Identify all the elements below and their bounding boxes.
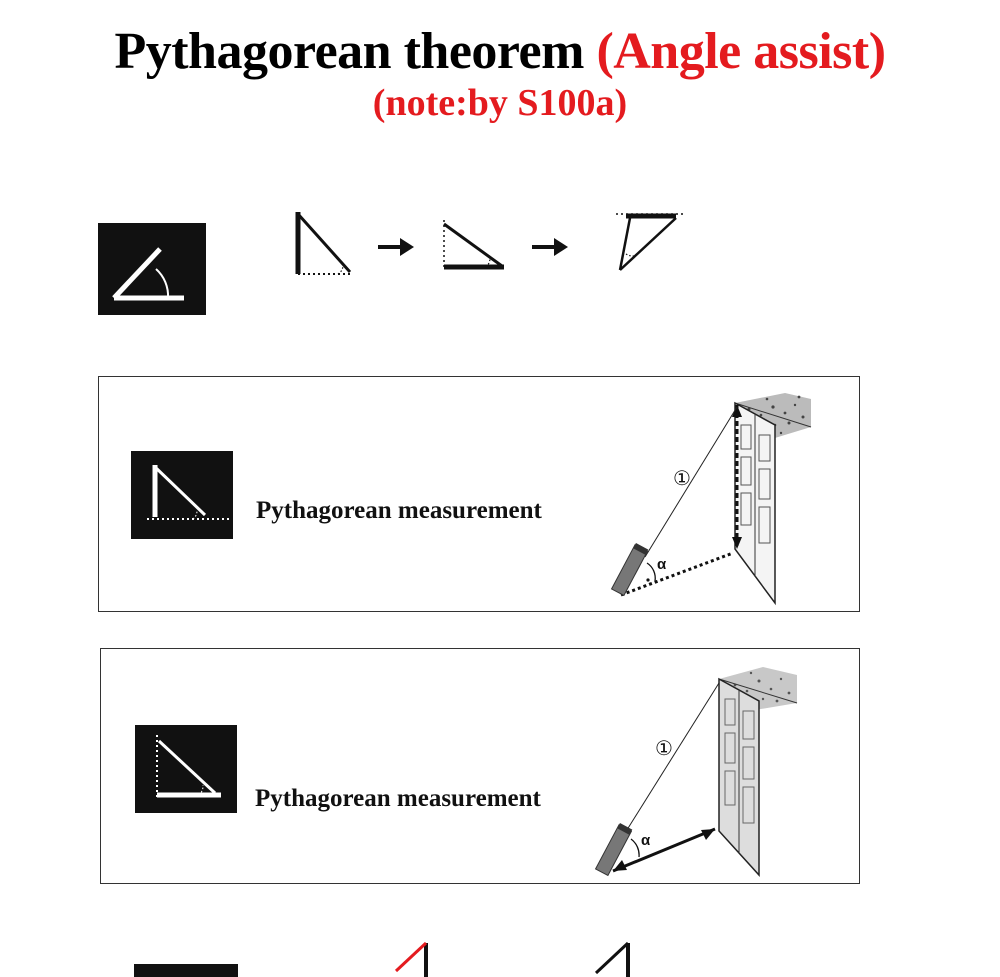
arrow-right-icon	[530, 236, 570, 258]
page-subtitle: (note:by S100a)	[372, 82, 628, 124]
triangle-next-step-icon	[590, 941, 650, 977]
triangle-red-step-icon	[392, 941, 452, 977]
arrow-right-icon	[376, 236, 416, 258]
next-section-icon	[134, 964, 238, 977]
step-marker: ①	[673, 466, 691, 490]
pythagorean-panel-horizontal	[100, 648, 860, 884]
page-title	[0, 22, 1000, 82]
title-main: Pythagorean theorem	[114, 23, 584, 80]
pythagorean-horizontal-icon	[135, 725, 237, 813]
title-accent: (Angle assist)	[596, 23, 886, 80]
angle-alpha-label: α	[641, 832, 651, 849]
door-measurement-illustration	[591, 659, 821, 879]
door-measurement-illustration	[599, 385, 829, 605]
panel-label: Pythagorean measurement	[256, 497, 542, 524]
triangle-inverted-step-icon	[616, 208, 686, 274]
pythagorean-vertical-icon	[131, 451, 233, 539]
triangle-vertical-step-icon	[294, 210, 354, 276]
step-marker: ①	[655, 736, 673, 760]
angle-alpha-label: α	[657, 556, 667, 573]
angle-mode-icon	[98, 223, 206, 315]
pythagorean-panel-vertical	[98, 376, 860, 612]
triangle-horizontal-step-icon	[440, 218, 506, 272]
panel-label: Pythagorean measurement	[255, 785, 541, 812]
